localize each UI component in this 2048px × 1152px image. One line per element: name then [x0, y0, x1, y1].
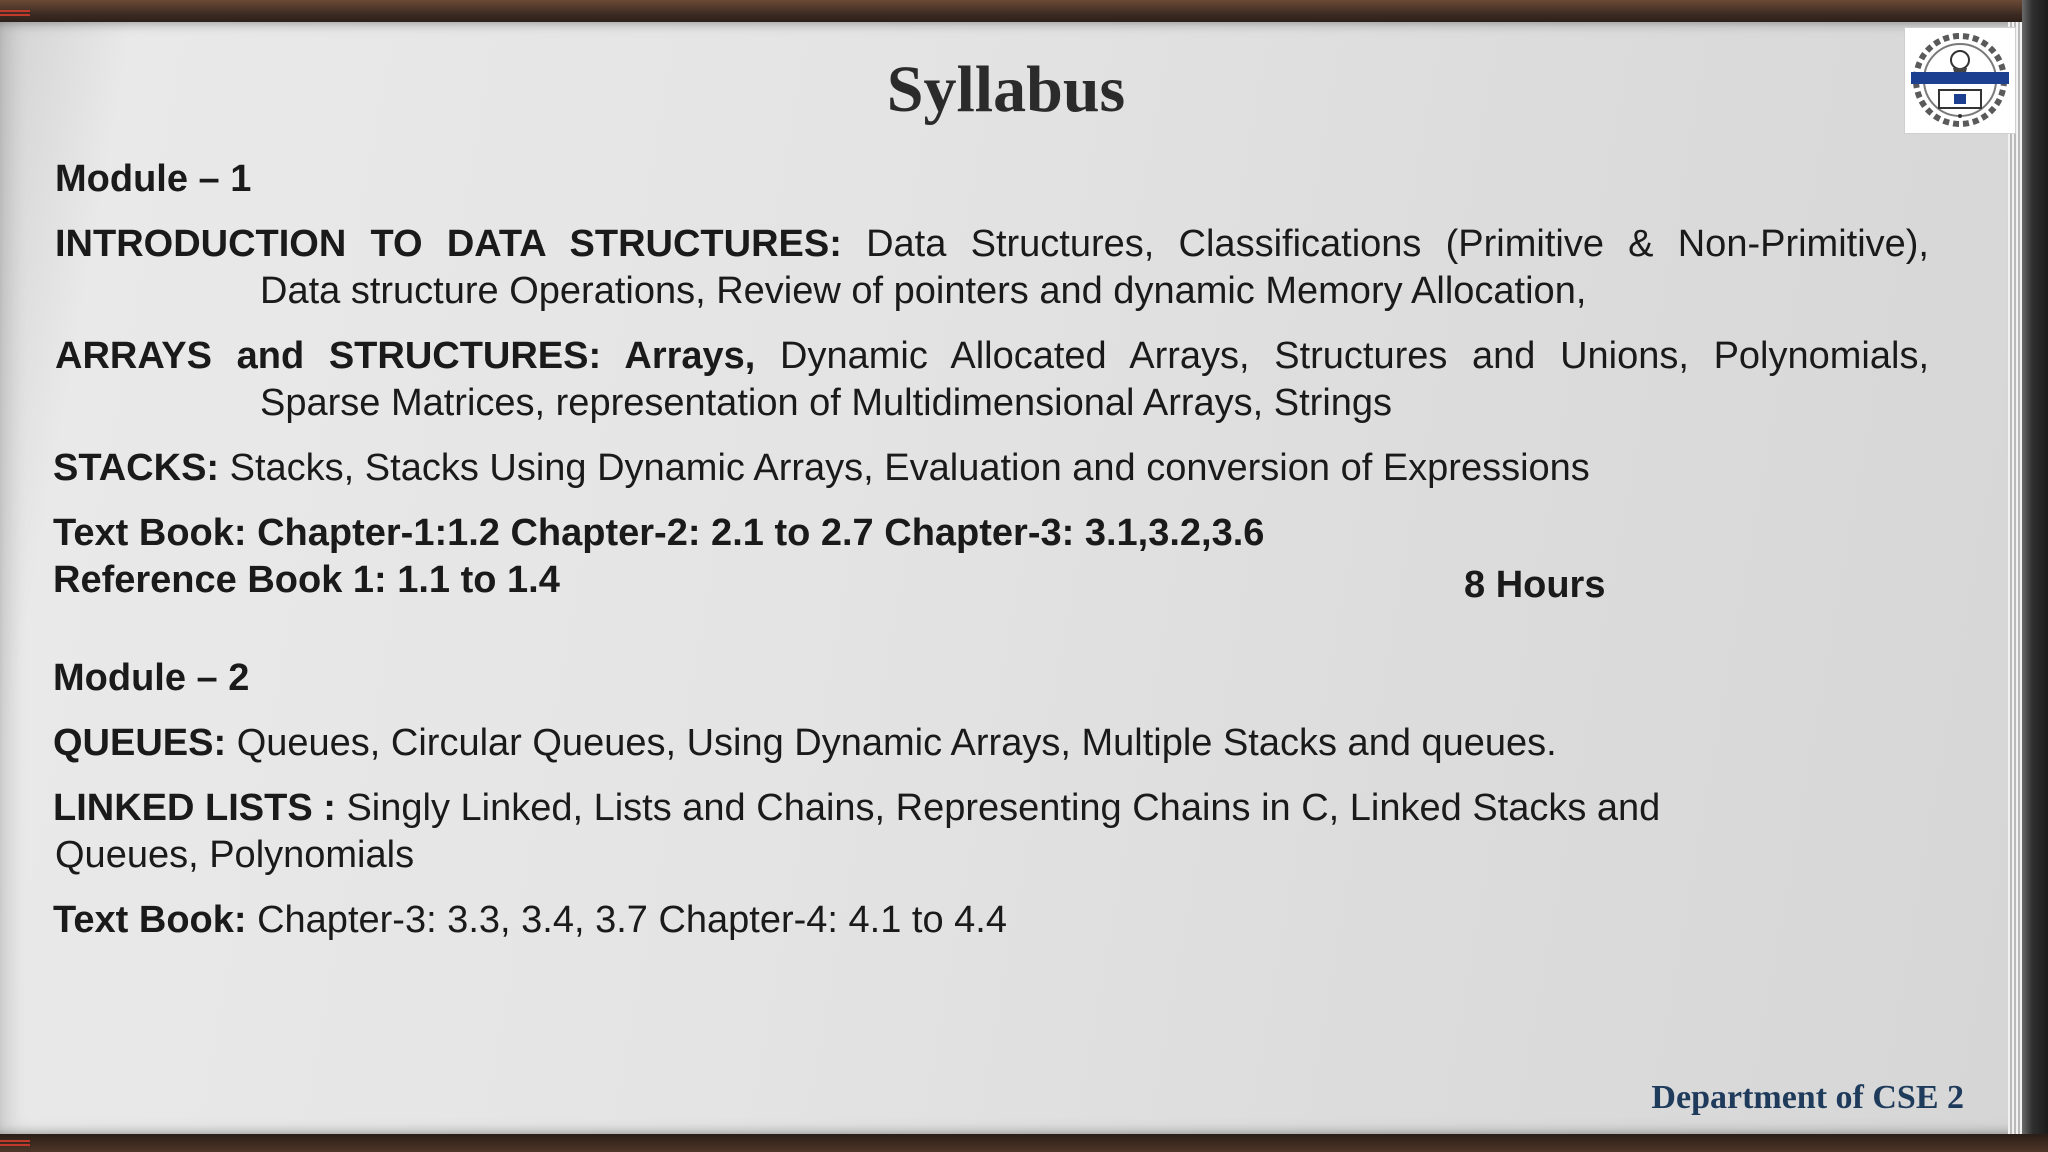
stacks-text: Stacks, Stacks Using Dynamic Arrays, Evaluation and conversion of Expressions — [229, 447, 1590, 489]
linked-lists-label: LINKED LISTS : — [53, 787, 336, 829]
gear-emblem-icon — [1905, 28, 2015, 133]
module-1-heading: Module – 1 — [55, 158, 252, 200]
arrays-paragraph-line-1 — [55, 335, 1929, 378]
arrays-paragraph-line-2: Sparse Matrices, representation of Multidimensional Arrays, Strings — [260, 382, 1393, 424]
linked-lists-paragraph-line-1 — [53, 787, 1660, 830]
arrays-text: Dynamic Allocated Arrays, Structures and Unions, Polynomials, — [780, 335, 1929, 377]
queues-paragraph — [53, 722, 1557, 765]
bottom-frame — [0, 1134, 2048, 1152]
queues-text: Queues, Circular Queues, Using Dynamic Arrays, Multiple Stacks and queues. — [236, 722, 1557, 764]
module-1-hours: 8 Hours — [1464, 564, 1606, 606]
arrays-label: ARRAYS and STRUCTURES: Arrays, — [55, 335, 756, 377]
institute-logo — [1904, 27, 2016, 134]
module-2-heading: Module – 2 — [53, 657, 250, 699]
linked-lists-paragraph-line-2: Queues, Polynomials — [55, 834, 415, 876]
intro-text: Data Structures, Classifications (Primitive & Non-Primitive), — [866, 223, 1929, 265]
module-2-textbook — [53, 899, 1007, 942]
queues-label: QUEUES: — [53, 722, 227, 764]
right-frame — [2022, 0, 2048, 1152]
stacks-label: STACKS: — [53, 447, 220, 489]
stacks-paragraph — [53, 447, 1590, 490]
intro-label: INTRODUCTION TO DATA STRUCTURES: — [55, 223, 842, 265]
module-2-textbook-label: Text Book: — [53, 899, 247, 941]
top-frame — [0, 0, 2048, 24]
top-corner-mark — [0, 10, 30, 18]
intro-paragraph-line-2: Data structure Operations, Review of pointers and dynamic Memory Allocation, — [260, 270, 1587, 312]
linked-lists-text: Singly Linked, Lists and Chains, Representing Chains in C, Linked Stacks and — [346, 787, 1661, 829]
module-1-textbook: Text Book: Chapter-1:1.2 Chapter-2: 2.1 to 2.7 Chapter-3: 3.1,3.2,3.6 — [53, 512, 1265, 554]
department-footer: Department of CSE 2 — [1651, 1079, 1964, 1116]
intro-paragraph-line-1 — [55, 223, 1929, 266]
bottom-corner-mark — [0, 1140, 30, 1148]
module-2-textbook-text: Chapter-3: 3.3, 3.4, 3.7 Chapter-4: 4.1 to 4.4 — [257, 899, 1007, 941]
slide-title: Syllabus — [886, 53, 1126, 126]
module-1-reference: Reference Book 1: 1.1 to 1.4 — [53, 559, 560, 601]
